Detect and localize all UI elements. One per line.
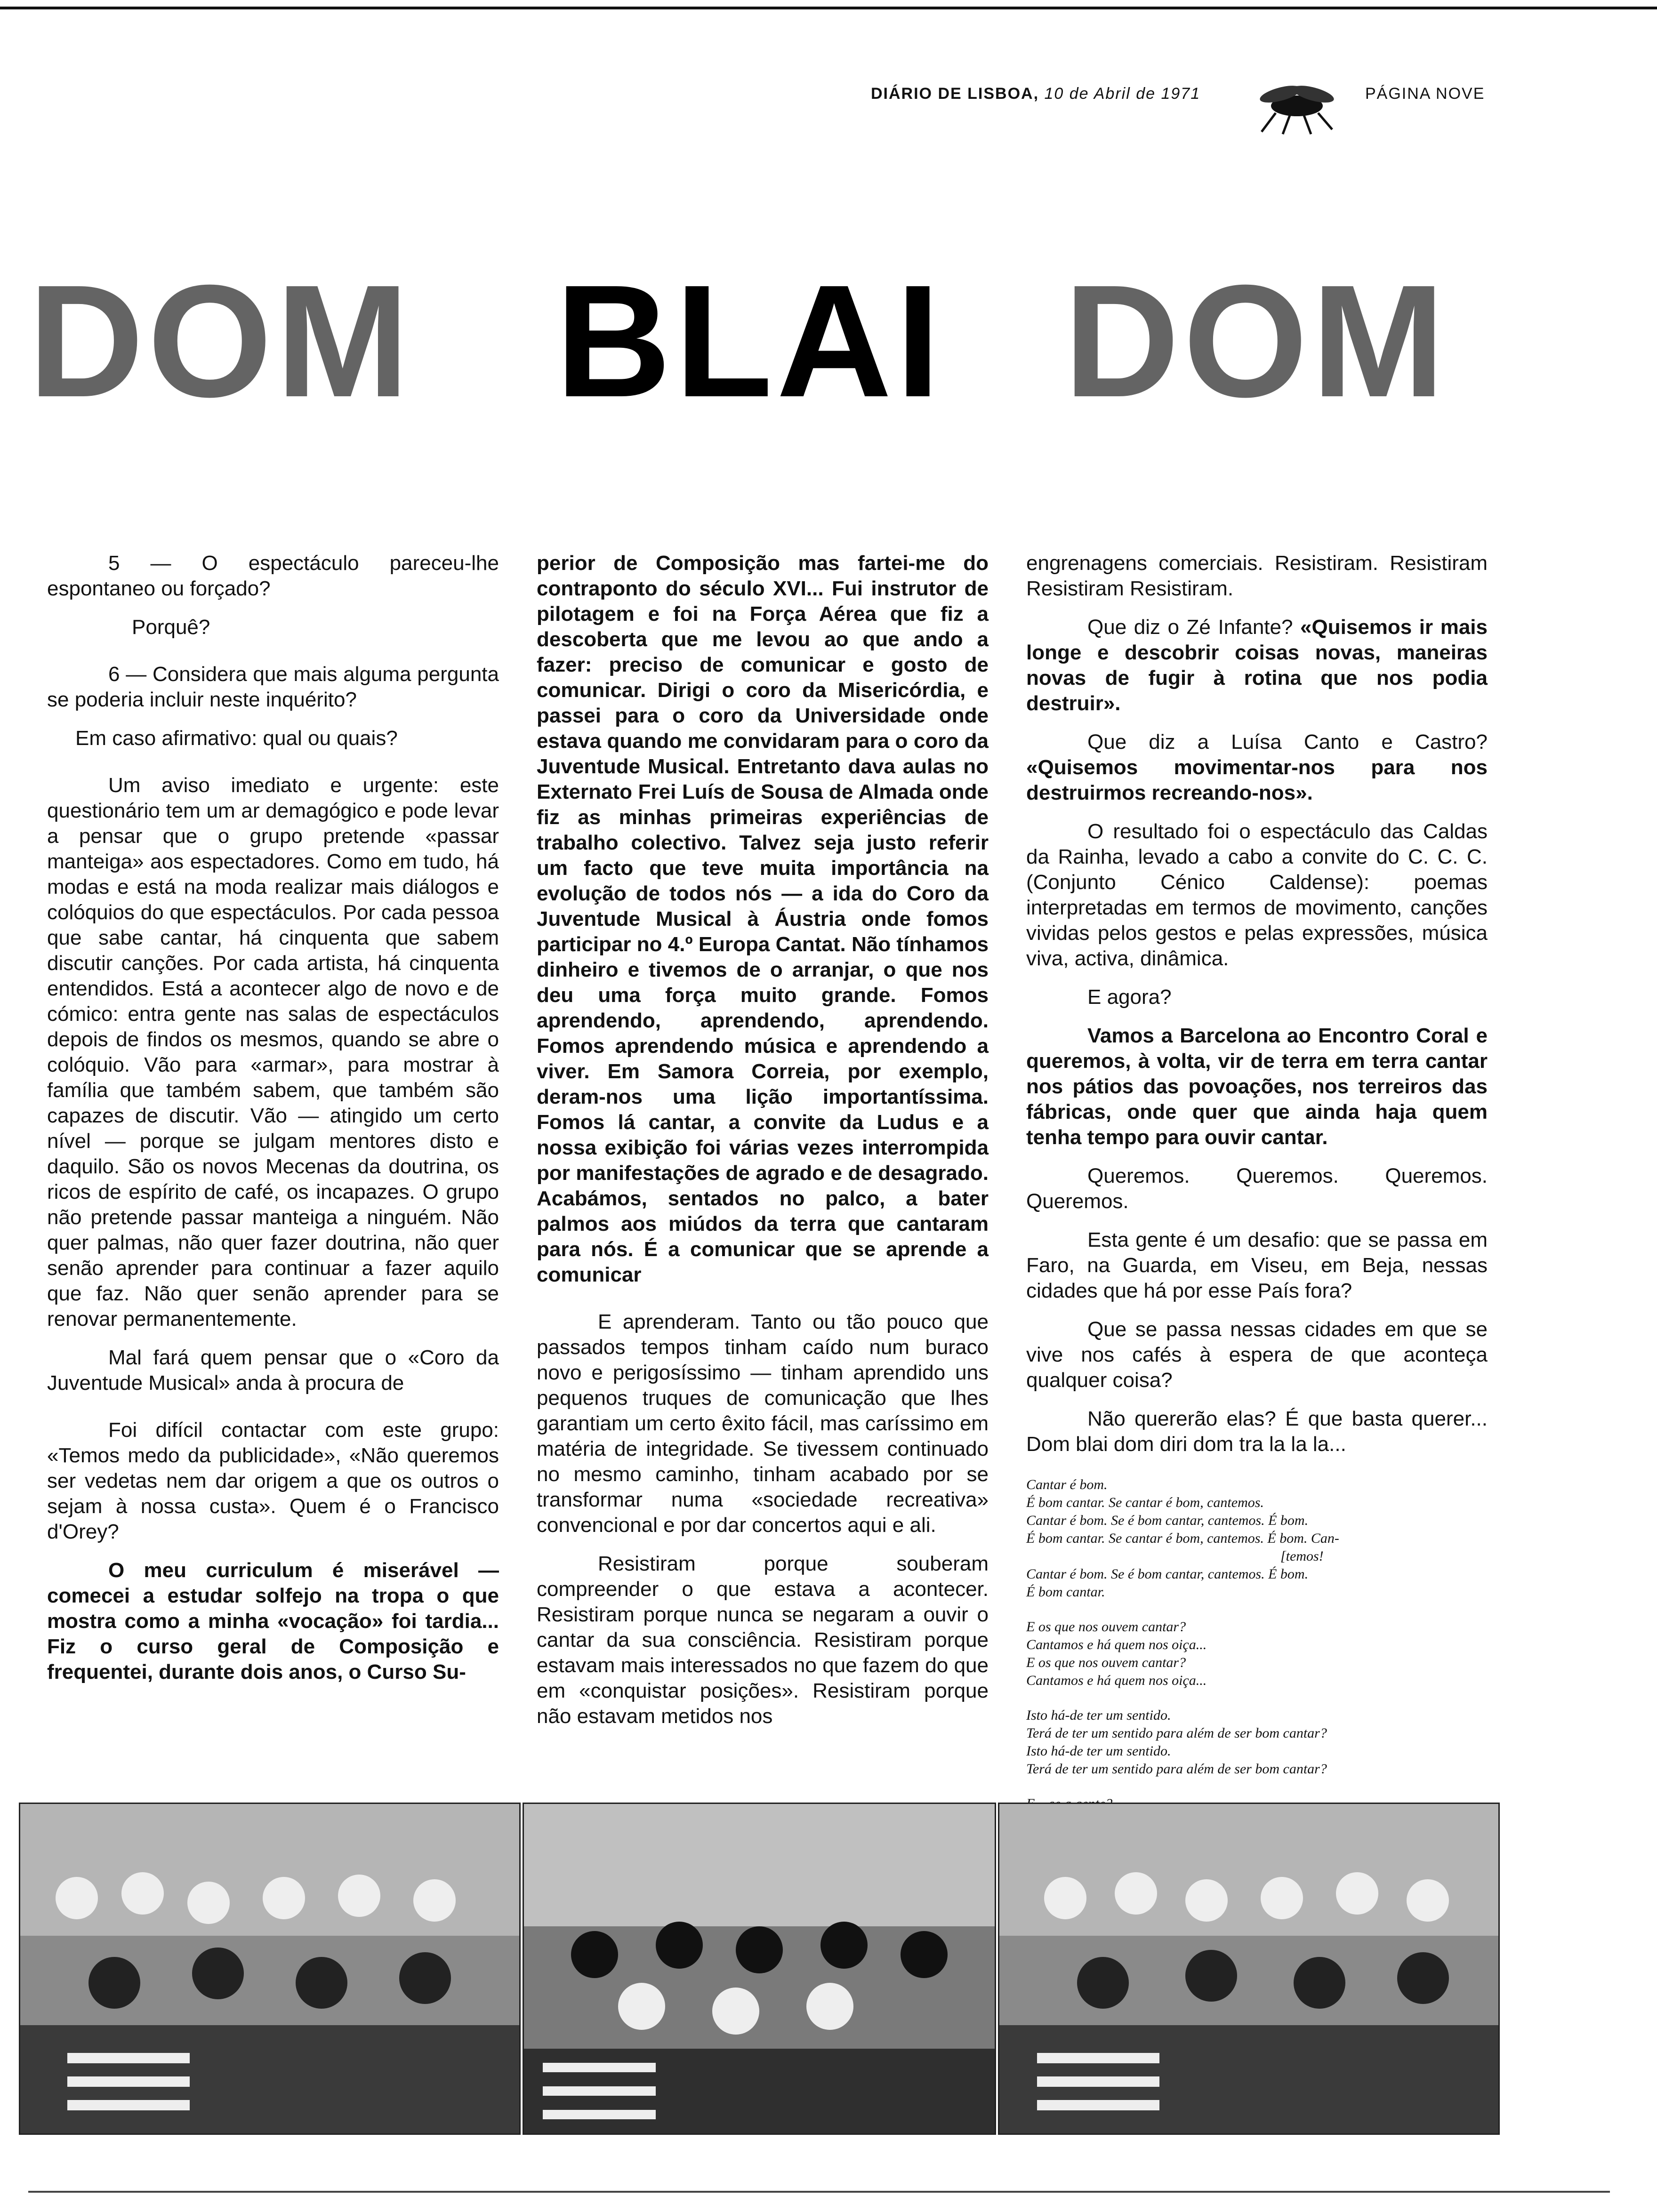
poem-line: E os que nos ouvem cantar? — [1026, 1619, 1186, 1635]
paragraph: Vamos a Barcelona ao Encontro Coral e queremos, à volta, vir de terra em terra cantar nos pátios das povoações, nos terreiros das fábricas, onde quer que ainda haja quem tenha tempo para ouvir cantar. — [1026, 1024, 1488, 1149]
paragraph: O resultado foi o espectáculo das Caldas da Rainha, levado a cabo a convite do C. C. C. (Conjunto Cénico Caldense): poemas interpretadas em termos de movimento, canções vividas pelos gestos e pelas expressões, música viva, activa, dinâmica. — [1026, 820, 1488, 970]
poem-line: Isto há-de ter um sentido. — [1026, 1743, 1171, 1759]
question-text: Que diz o Zé Infante? — [1087, 616, 1301, 639]
poem-line: [temos! — [1026, 1548, 1324, 1564]
fly-icon — [1252, 80, 1342, 136]
poem-line: É bom cantar. Se cantar é bom, cantemos. — [1026, 1495, 1264, 1510]
paragraph: Esta gente é um desafio: que se passa em Faro, na Guarda, em Viseu, em Beja, nessas cidades que há por esse País fora? — [1026, 1228, 1488, 1302]
poem-line: É bom cantar. Se cantar é bom, cantemos. É bom. Can- — [1026, 1531, 1339, 1546]
paragraph: Que se passa nessas cidades em que se vive nos cafés à espera de que aconteça qualquer coisa? — [1026, 1318, 1488, 1392]
quote: «Quisemos ir mais longe e descobrir coisas novas, maneiras novas de fugir à rotina que nos podia destruir». — [1026, 616, 1488, 715]
article-column-1 — [47, 551, 499, 1698]
headline-word-2: BLAI — [555, 252, 944, 431]
issue-date: 10 de Abril de 1971 — [1044, 85, 1201, 103]
poem-line: Cantar é bom. Se é bom cantar, cantemos. É bom. — [1026, 1566, 1309, 1582]
article-column-2 — [537, 551, 989, 1742]
poem-line: Terá de ter um sentido para além de ser bom cantar? — [1026, 1761, 1327, 1777]
interview-answer: perior de Composição mas fartei-me do contraponto do século XVI... Fui instrutor de pilotagem e foi na Força Aérea que fiz a descoberta que me levou ao que ando a fazer: preciso de comunicar e gosto de comunicar. Dirigi o coro da Misericórdia, e passei para o coro da Universidade onde estava quando me convidaram para o coro da Juventude Musical. Entretanto dava aulas no Externato Frei Luís de Sousa de Almada onde fiz as minhas primeiras experiências de trabalho colectivo. Talvez seja justo referir um facto que teve muita importância na evolução de todos nós — a ida do Coro da Juventude Musical à Áustria onde fomos participar no 4.º Europa Cantat. Não tínhamos dinheiro e tivemos de o arranjar, o que nos deu uma força muito grande. Fomos aprendendo, aprendendo, aprendendo. Fomos aprendendo música e aprendendo a viver. Em Samora Correia, por exemplo, deram-nos uma lição importantíssima. Fomos lá cantar, a convite da Ludus e a nossa exibição foi várias vezes interrompida por manifestações de agrado e de desagrado. Acabámos, sentados no palco, a bater palmos aos miúdos da terra que cantaram para nós. É a comunicar que se aprende a comunicar — [537, 552, 989, 1286]
poem-line: É bom cantar. — [1026, 1584, 1105, 1600]
paragraph: Mal fará quem pensar que o «Coro da Juventude Musical» anda à procura de — [47, 1346, 499, 1395]
question-5: 5 — O espectáculo pareceu-lhe espontaneo ou forçado? — [47, 552, 499, 600]
interview-answer: O meu curriculum é miserável — comecei a estudar solfejo na tropa o que mostra como a minha «vocação» foi tardia... Fiz o curso geral de Composição e frequentei, durante dois anos, o Curso Su- — [47, 1559, 499, 1683]
photo-choir-3 — [998, 1803, 1500, 2135]
headline-word-1: DOM — [28, 252, 413, 431]
paragraph: Foi difícil contactar com este grupo: «Temos medo da publicidade», «Não queremos ser vedetas nem dar origem a que os outros o sejam à nossa custa». Quem é o Francisco d'Orey? — [47, 1419, 499, 1543]
poem-stanza — [1026, 1707, 1488, 1778]
paragraph: E agora? — [1087, 986, 1172, 1009]
paragraph: Queremos. Queremos. Queremos. Queremos. — [1026, 1164, 1488, 1213]
question-5-followup: Porquê? — [132, 616, 210, 639]
photo-choir-2 — [523, 1803, 996, 2135]
photo-image — [20, 1804, 519, 2133]
paragraph: E aprenderam. Tanto ou tão pouco que passados tempos tinham caído num buraco novo e perigosíssimo — tinham aprendido uns pequenos truques de comunicação que lhes garantiam um certo êxito fácil, mas caríssimo em matéria de integridade. Se tivessem continuado no mesmo caminho, tinham acabado por se transformar numa «sociedade recreativa» convencional e por dar concertos aqui e ali. — [537, 1310, 989, 1537]
quote: «Quisemos movimentar-nos para nos destruirmos recreando-nos». — [1026, 756, 1488, 804]
paragraph: Um aviso imediato e urgente: este questionário tem um ar demagógico e pode levar a pensar que o grupo pretende «passar manteiga» aos espectadores. Como em tudo, há modas e está na moda realizar mais diálogos e colóquios do que espectáculos. Por cada pessoa que sabe cantar, há cinquenta que sabem discutir canções. Por cada artista, há cinquenta entendidos. Está a acontecer algo de novo e de cómico: entra gente nas salas de espectáculos depois de findos os mesmos, quando se abre o colóquio. Vão para «armar», para mostrar à família que também sabem, que também são capazes de discutir. Vão — atingido um certo nível — porque se julgam mentores disto e daquilo. São os novos Mecenas da doutrina, os ricos de espírito de café, os incapazes. O grupo não pretende passar manteiga a ninguém. Não quer palmas, não quer fazer doutrina, não quer senão aprender para continuar a fazer aquilo que faz. Não quer senão aprender para se renovar permanentemente. — [47, 774, 499, 1330]
photo-choir-1 — [19, 1803, 521, 2135]
poem-stanza — [1026, 1476, 1488, 1601]
article-column-3 — [1026, 551, 1488, 1883]
newspaper-name: DIÁRIO DE LISBOA, — [871, 85, 1039, 103]
bottom-border — [28, 2191, 1610, 2193]
poem-line: Terá de ter um sentido para além de ser bom cantar? — [1026, 1725, 1327, 1741]
headline-word-3: DOM — [1064, 252, 1449, 431]
question-6: 6 — Considera que mais alguma pergunta se poderia incluir neste inquérito? — [47, 663, 499, 711]
headline — [0, 252, 1657, 431]
paragraph: engrenagens comerciais. Resistiram. Resistiram Resistiram Resistiram. — [1026, 552, 1488, 600]
poem-line: E os que nos ouvem cantar? — [1026, 1655, 1186, 1670]
poem-line: Cantar é bom. Se é bom cantar, cantemos. É bom. — [1026, 1513, 1309, 1528]
poem-line: Cantamos e há quem nos oiça... — [1026, 1637, 1207, 1652]
poem-line: Isto há-de ter um sentido. — [1026, 1707, 1171, 1723]
top-border — [0, 7, 1657, 9]
poem-line: Cantamos e há quem nos oiça... — [1026, 1673, 1207, 1688]
paragraph: Resistiram porque souberam compreender o que estava a acontecer. Resistiram porque nunca se negaram a ouvir o cantar da sua consciência. Resistiram porque estavam mais interessados no que fazem do que em «conquistar posições». Resistiram porque não estavam metidos nos — [537, 1552, 989, 1728]
question-text: Que diz a Luísa Canto e Castro? — [1087, 730, 1488, 753]
poem-stanza — [1026, 1618, 1488, 1690]
paragraph: Não quererão elas? É que basta querer... Dom blai dom diri dom tra la la la... — [1026, 1407, 1488, 1456]
question-6-followup: Em caso afirmativo: qual ou quais? — [75, 727, 398, 750]
poem-line: Cantar é bom. — [1026, 1477, 1108, 1492]
photo-image — [524, 1804, 995, 2133]
photo-image — [999, 1804, 1498, 2133]
page-number: PÁGINA NOVE — [1365, 85, 1485, 103]
